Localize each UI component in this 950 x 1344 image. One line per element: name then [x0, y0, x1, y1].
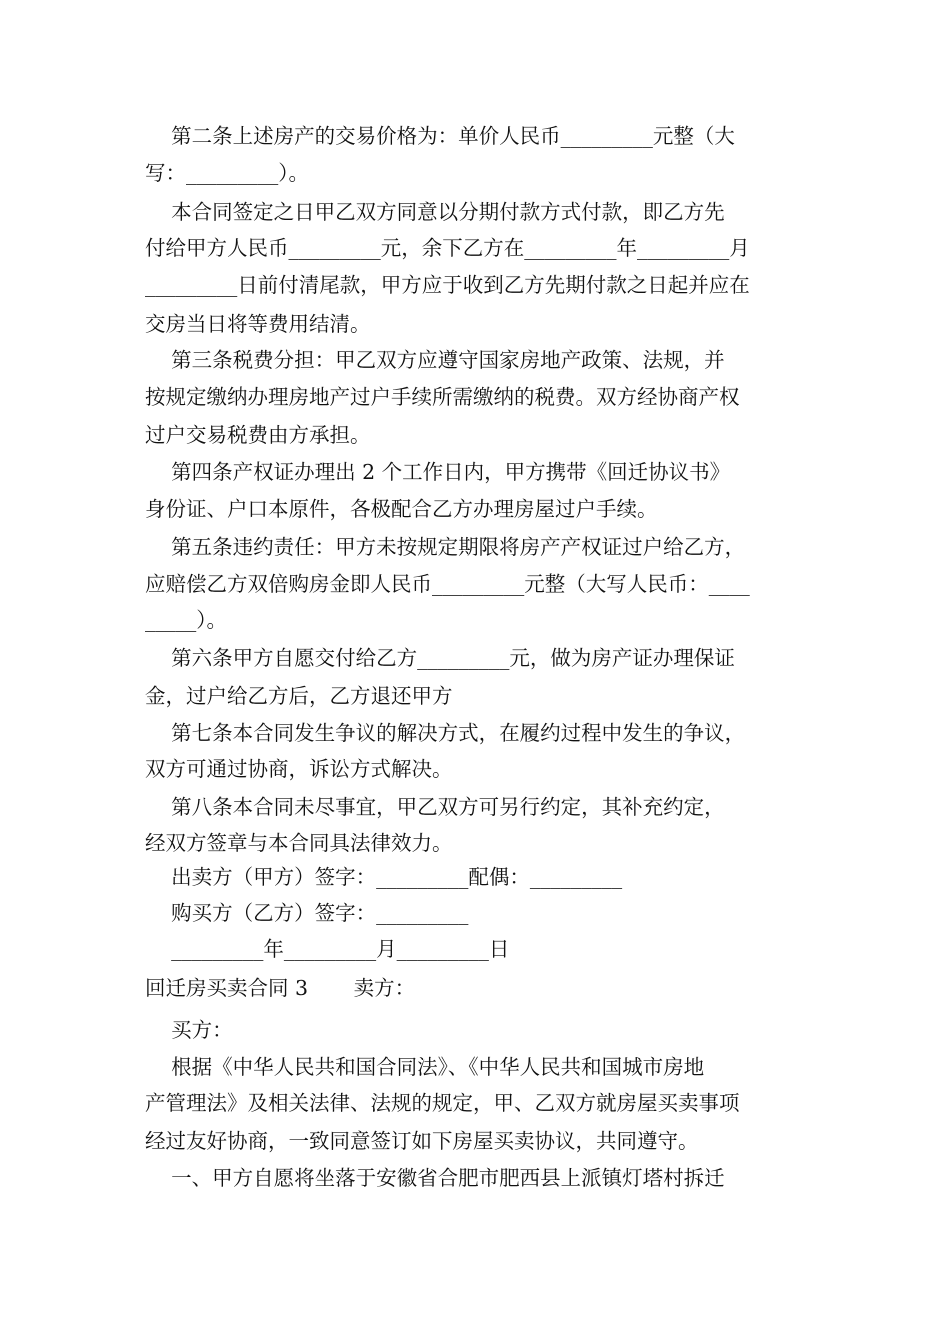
text-line: 产管理法》及相关法律、法规的规定，甲、乙双方就房屋买卖事项	[145, 1091, 740, 1115]
text-line: 第二条上述房产的交易价格为：单价人民币_________元整（大	[145, 124, 735, 148]
text-line: 交房当日将等费用结清。	[145, 312, 371, 336]
text-line: 经双方签章与本合同具法律效力。	[145, 831, 453, 855]
text-line: 按规定缴纳办理房地产过户手续所需缴纳的税费。双方经协商产权	[145, 385, 740, 409]
text-line: _____）。	[145, 608, 227, 632]
text-line: 金，过户给乙方后，乙方退还甲方	[145, 684, 453, 708]
text-line: 本合同签定之日甲乙双方同意以分期付款方式付款，即乙方先	[145, 200, 725, 224]
text-line: 双方可通过协商，诉讼方式解决。	[145, 757, 453, 781]
text-line: 买方：	[145, 1018, 233, 1042]
signature-line-buyer: 购买方（乙方）签字：_________	[145, 901, 469, 925]
text-line: 第四条产权证办理出 2 个工作日内，甲方携带《回迁协议书》	[145, 460, 731, 484]
text-line: 第五条违约责任：甲方未按规定期限将房产产权证过户给乙方，	[145, 535, 746, 559]
text-line: 身份证、户口本原件，各极配合乙方办理房屋过户手续。	[145, 497, 658, 521]
text-line: 过户交易税费由方承担。	[145, 423, 371, 447]
text-line: _________日前付清尾款，甲方应于收到乙方先期付款之日起并应在	[145, 273, 750, 297]
text-line: 第八条本合同未尽事宜，甲乙双方可另行约定，其补充约定，	[145, 795, 725, 819]
text-line: 一、甲方自愿将坐落于安徽省合肥市肥西县上派镇灯塔村拆迁	[145, 1166, 725, 1190]
text-line: 第三条税费分担：甲乙双方应遵守国家房地产政策、法规，并	[145, 348, 725, 372]
text-line: 第七条本合同发生争议的解决方式，在履约过程中发生的争议，	[145, 721, 746, 745]
section-heading: 回迁房买卖合同 3 卖方：	[145, 976, 416, 1000]
text-line: 经过友好协商，一致同意签订如下房屋买卖协议，共同遵守。	[145, 1129, 699, 1153]
text-line: 第六条甲方自愿交付给乙方_________元，做为房产证办理保证	[145, 646, 735, 670]
signature-line-seller: 出卖方（甲方）签字：_________配偶：_________	[145, 865, 623, 889]
text-line: 付给甲方人民币_________元，余下乙方在_________年_________月	[145, 236, 750, 260]
text-line: 根据《中华人民共和国合同法》、《中华人民共和国城市房地	[145, 1055, 705, 1079]
date-line: _________年_________月_________日	[145, 937, 510, 961]
text-line: 写：_________）。	[145, 161, 309, 185]
text-line: 应赔偿乙方双倍购房金即人民币_________元整（大写人民币：____	[145, 572, 750, 596]
